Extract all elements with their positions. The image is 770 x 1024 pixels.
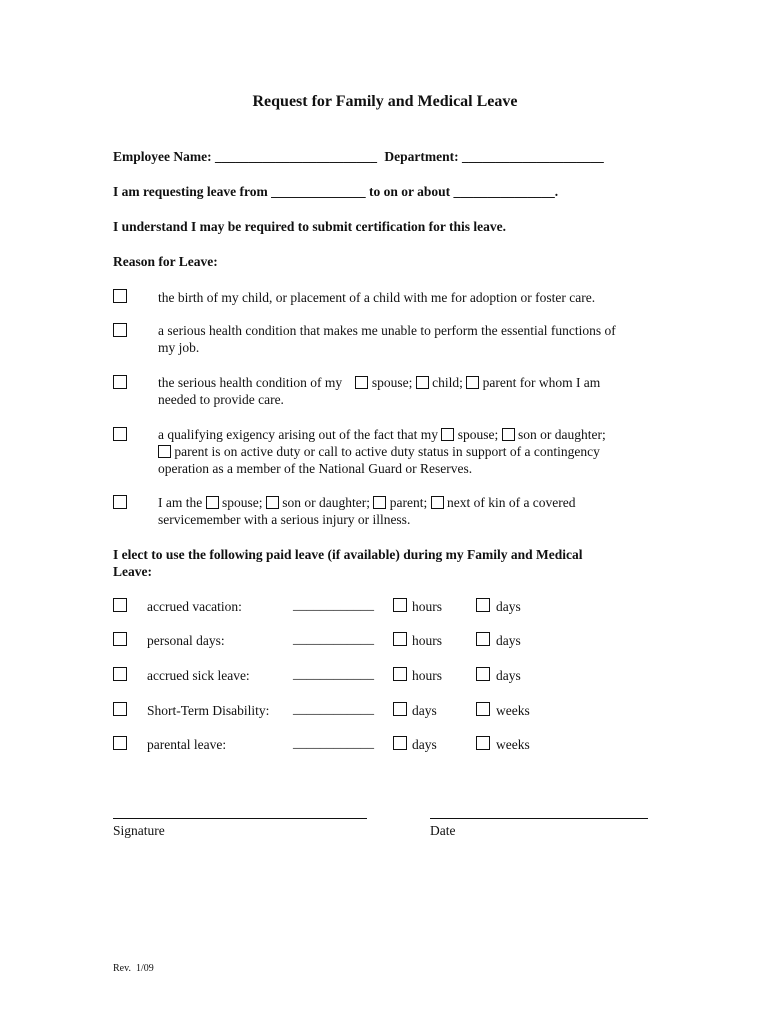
row-label: Short-Term Disability:: [147, 703, 270, 718]
reason-serious-health-checkbox[interactable]: [113, 323, 127, 337]
kin-son-checkbox[interactable]: [266, 496, 279, 509]
paid-leave-heading-line1: I elect to use the following paid leave (if available) during my Family and Medical: [113, 547, 583, 562]
row-unit2-label: days: [496, 668, 521, 683]
row-label: accrued sick leave:: [147, 668, 250, 683]
kin-spouse-label: spouse;: [221, 495, 263, 510]
paid-leave-heading: [113, 546, 582, 580]
row-unit1-checkbox[interactable]: [393, 632, 407, 646]
department-label: Department:: [384, 149, 459, 164]
kin-spouse-checkbox[interactable]: [206, 496, 219, 509]
leave-from-label: I am requesting leave from: [113, 184, 268, 199]
reason-family-health-checkbox[interactable]: [113, 375, 127, 389]
row-amount-field[interactable]: ____________: [293, 735, 374, 750]
row-unit2-checkbox[interactable]: [476, 702, 490, 716]
row-checkbox[interactable]: [113, 667, 127, 681]
exigency-parent-checkbox[interactable]: [158, 445, 171, 458]
kin-line2: servicemember with a serious injury or illness.: [158, 512, 411, 527]
date-label: Date: [430, 823, 456, 838]
kin-parent-label: parent;: [389, 495, 428, 510]
family-lead-text: the serious health condition of my: [158, 375, 343, 390]
row-checkbox[interactable]: [113, 598, 127, 612]
row-unit1-label: days: [412, 703, 437, 718]
leave-to-label: to on or about: [368, 184, 451, 199]
kin-son-label: son or daughter;: [282, 495, 370, 510]
exigency-spouse-label: spouse;: [457, 427, 499, 442]
exigency-parent-label: parent is on active duty or call to active duty status in support of a contingency: [174, 444, 600, 459]
row-label: accrued vacation:: [147, 599, 242, 614]
row-checkbox[interactable]: [113, 632, 127, 646]
family-child-checkbox[interactable]: [416, 376, 429, 389]
row-amount-field[interactable]: ____________: [293, 631, 374, 646]
row-unit2-checkbox[interactable]: [476, 598, 490, 612]
row-unit2-checkbox[interactable]: [476, 632, 490, 646]
row-unit1-checkbox[interactable]: [393, 736, 407, 750]
leave-to-field[interactable]: _______________.: [453, 184, 559, 199]
date-line[interactable]: [430, 818, 648, 819]
family-child-label: child;: [432, 375, 463, 390]
reason-heading: Reason for Leave:: [113, 254, 218, 269]
family-spouse-label: spouse;: [371, 375, 413, 390]
employee-name-line: [113, 149, 604, 165]
row-checkbox[interactable]: [113, 736, 127, 750]
reason-servicemember-checkbox[interactable]: [113, 495, 127, 509]
reason-birth-checkbox[interactable]: [113, 289, 127, 303]
employee-name-field[interactable]: ________________________: [214, 149, 377, 164]
kin-next-checkbox[interactable]: [431, 496, 444, 509]
reason-serious-health-line1: a serious health condition that makes me unable to perform the essential functions of: [158, 323, 616, 338]
paid-leave-heading-line2: Leave:: [113, 564, 152, 579]
exigency-son-checkbox[interactable]: [502, 428, 515, 441]
row-amount-field[interactable]: ____________: [293, 701, 374, 716]
exigency-line3: operation as a member of the National Guard or Reserves.: [158, 461, 473, 476]
reason-servicemember-text: [158, 494, 576, 528]
reason-birth-text: the birth of my child, or placement of a child with me for adoption or foster care.: [158, 290, 596, 305]
row-unit1-checkbox[interactable]: [393, 598, 407, 612]
leave-dates-line: [113, 184, 558, 200]
row-unit1-label: hours: [412, 668, 442, 683]
kin-parent-checkbox[interactable]: [373, 496, 386, 509]
reason-serious-health-text: [158, 322, 616, 356]
row-label: personal days:: [147, 633, 225, 648]
row-amount-field[interactable]: ____________: [293, 597, 374, 612]
kin-next-label: next of kin of a covered: [446, 495, 576, 510]
family-spouse-checkbox[interactable]: [355, 376, 368, 389]
row-unit1-checkbox[interactable]: [393, 667, 407, 681]
department-field[interactable]: _____________________: [461, 149, 604, 164]
signature-label: Signature: [113, 823, 165, 838]
exigency-lead-text: a qualifying exigency arising out of the fact that my: [158, 427, 439, 442]
family-parent-label: parent for whom I am: [482, 375, 601, 390]
reason-family-health-text: [158, 374, 600, 408]
employee-name-label: Employee Name:: [113, 149, 212, 164]
row-amount-field[interactable]: ____________: [293, 666, 374, 681]
row-unit1-checkbox[interactable]: [393, 702, 407, 716]
certification-note: I understand I may be required to submit certification for this leave.: [113, 219, 506, 234]
row-unit2-label: weeks: [496, 703, 530, 718]
row-unit2-label: days: [496, 633, 521, 648]
exigency-spouse-checkbox[interactable]: [441, 428, 454, 441]
kin-lead-text: I am the: [158, 495, 203, 510]
row-unit1-label: days: [412, 737, 437, 752]
reason-exigency-checkbox[interactable]: [113, 427, 127, 441]
family-line2: needed to provide care.: [158, 392, 284, 407]
leave-from-field[interactable]: ______________: [271, 184, 366, 199]
reason-exigency-text: [158, 426, 606, 477]
row-unit2-checkbox[interactable]: [476, 736, 490, 750]
row-unit1-label: hours: [412, 633, 442, 648]
row-label: parental leave:: [147, 737, 227, 752]
exigency-son-label: son or daughter;: [518, 427, 606, 442]
reason-serious-health-line2: my job.: [158, 340, 200, 355]
revision-footer: Rev. 1/09: [113, 963, 154, 974]
row-unit1-label: hours: [412, 599, 442, 614]
row-checkbox[interactable]: [113, 702, 127, 716]
page-title: Request for Family and Medical Leave: [252, 93, 518, 110]
family-parent-checkbox[interactable]: [466, 376, 479, 389]
row-unit2-label: days: [496, 599, 521, 614]
row-unit2-label: weeks: [496, 737, 530, 752]
row-unit2-checkbox[interactable]: [476, 667, 490, 681]
signature-line[interactable]: [113, 818, 367, 819]
